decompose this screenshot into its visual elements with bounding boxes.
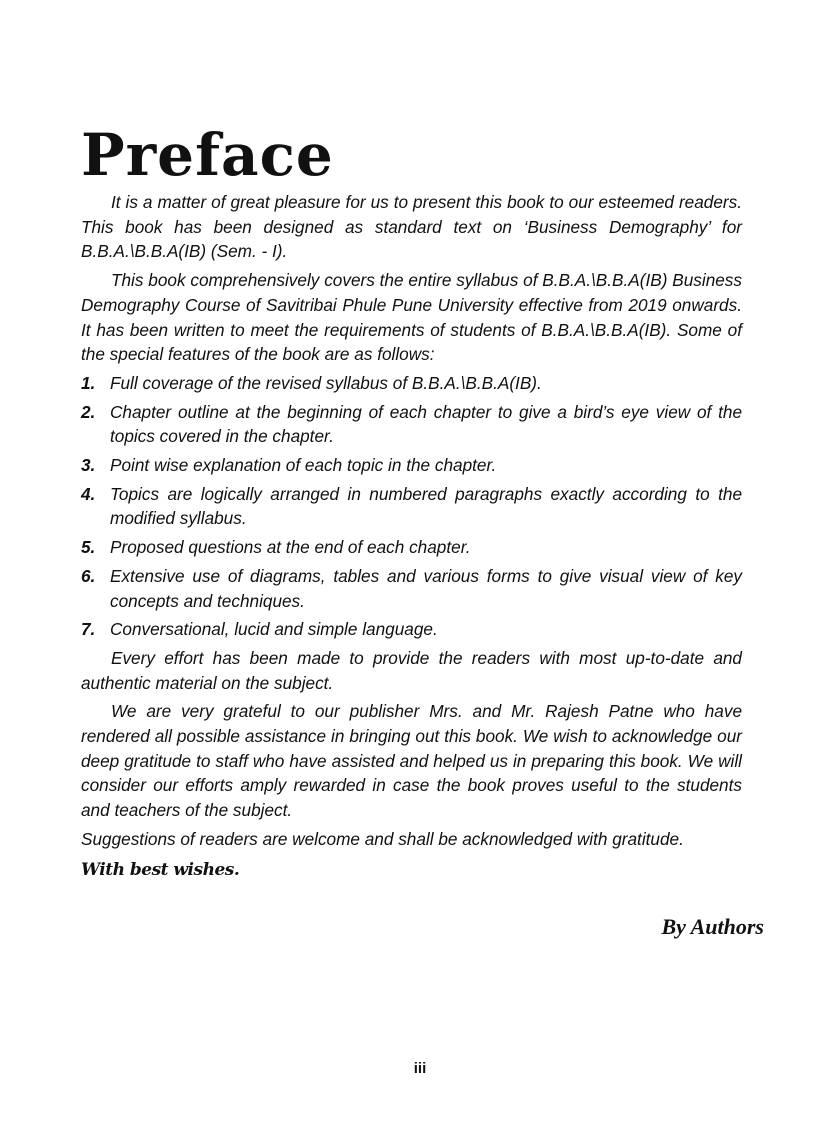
feature-item [81,400,742,449]
page-title: Preface [81,121,334,189]
syllabus-paragraph: This book comprehensively covers the entire syllabus of B.B.A.\B.B.A(IB) Business Demography Course of Savitribai Phule Pune University effective from 2019 onwards. It has been written to meet the requirements of students of B.B.A.\B.B.A(IB). Some of the special features of the book are as follows: [81,270,742,365]
feature-item [81,617,742,642]
feature-number: 4. [81,483,96,504]
feature-number: 2. [81,401,96,422]
intro-paragraph: It is a matter of great pleasure for us to present this book to our esteemed readers. This book has been designed as standard text on ‘Business Demography’ for B.B.A.\B.B.A(IB) (Sem. - I). [81,192,742,262]
feature-number: 3. [81,455,96,476]
feature-text: Topics are logically arranged in numbered paragraphs exactly according to the modified syllabus. [110,483,742,529]
page-number: iii [413,1060,427,1077]
feature-item [81,371,742,396]
feature-text: Extensive use of diagrams, tables and various forms to give visual view of key concepts and techniques. [110,565,742,611]
closing-line: With best wishes. [81,859,240,880]
effort-paragraph: Every effort has been made to provide the readers with most up-to-date and authentic material on the subject. [81,647,742,693]
feature-item [81,564,742,613]
feature-item [81,482,742,531]
feature-number: 1. [81,372,96,393]
feature-text: Full coverage of the revised syllabus of B.B.A.\B.B.A(IB). [110,372,542,393]
feature-text: Chapter outline at the beginning of each chapter to give a bird’s eye view of the topics covered in the chapter. [110,401,742,447]
suggestions-line: Suggestions of readers are welcome and shall be acknowledged with gratitude. [81,828,684,849]
feature-text: Point wise explanation of each topic in the chapter. [110,455,497,476]
features-list [81,371,742,642]
feature-text: Proposed questions at the end of each chapter. [110,537,471,558]
signature: By Authors [661,914,764,939]
gratitude-paragraph: We are very grateful to our publisher Mrs. and Mr. Rajesh Patne who have rendered all possible assistance in bringing out this book. We wish to acknowledge our deep gratitude to staff who have assisted and helped us in preparing this book. We will consider our efforts amply rewarded in case the book proves useful to the students and teachers of the subject. [81,701,742,821]
feature-text: Conversational, lucid and simple language. [110,619,438,640]
feature-number: 6. [81,565,96,586]
preface-body [81,190,742,882]
feature-item [81,453,742,478]
feature-number: 5. [81,537,96,558]
feature-item [81,535,742,560]
feature-number: 7. [81,619,96,640]
